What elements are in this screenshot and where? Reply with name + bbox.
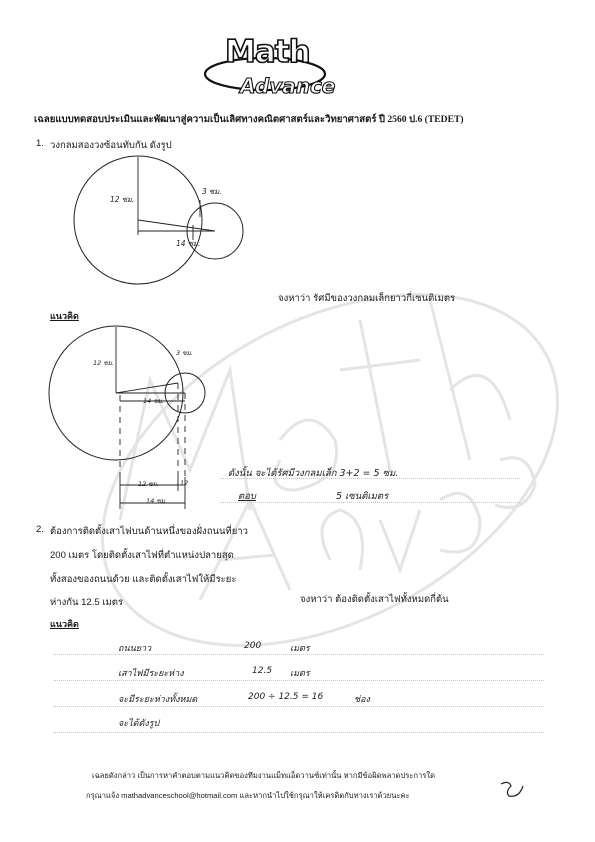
q2-number: 2. [36, 524, 44, 535]
footer-line-2: กรุณาแจ้ง mathadvanceschool@hotmail.com และหากนำไปใช้กรุณาให้เครดิตกับทางเราด้วยนะคะ [86, 791, 410, 800]
q2-prompt-line-4: ห่างกัน 12.5 เมตร [50, 597, 124, 608]
q2-question: จงหาว่า ต้องติดตั้งเสาไฟทั้งหมดกี่ต้น [300, 594, 449, 605]
q2-row-unit: ช่อง [354, 695, 370, 705]
q1-sol-bottom-12b: 12 [180, 479, 189, 487]
q2-dotline-4 [54, 732, 544, 733]
q1-sol-label-12: 12 ซม. [93, 359, 115, 367]
q1-sol-bottom-12: 12 ซม. [138, 480, 160, 488]
q2-row-label: จะมีระยะห่างทั้งหมด [118, 695, 198, 705]
footer-line-1: เฉลยดังกล่าว เป็นการหาคำตอบตามแนวคิดของทีมงานแม็ทแอ็ดวานซ์เท่านั้น หากมีข้อผิดพลาดประการใด [92, 771, 436, 780]
q2-dotline-3 [54, 706, 544, 707]
q2-row-label: จะได้ดังรูป [118, 719, 160, 729]
q2-row-unit: เมตร [290, 644, 310, 654]
q1-answer-label: ตอบ [238, 491, 256, 502]
q1-label-small-radius: 3 ซม. [202, 187, 222, 196]
q2-dotline-2 [54, 680, 544, 681]
q2-row-unit: เมตร [290, 669, 310, 679]
q1-sol-bottom-14: 14 ซม. [146, 497, 168, 505]
q1-sol-label-3: 3 ซม. [176, 349, 193, 357]
q2-prompt-line-1: ต้องการติดตั้งเสาไฟบนด้านหนึ่งของฝั่งถนนที่ยาว [50, 526, 248, 537]
q1-solution-heading: แนวคิด [50, 311, 79, 321]
q1-number: 1. [36, 138, 44, 149]
logo [200, 36, 335, 104]
q1-work-line: ดังนั้น จะได้รัศมีวงกลมเล็ก 3+2 = 5 ซม. [228, 468, 399, 479]
q1-prompt: วงกลมสองวงซ้อนทับกัน ดังรูป [50, 140, 172, 151]
q1-diagram [60, 155, 260, 295]
q2-row-label: เสาไฟมีระยะห่าง [118, 669, 184, 679]
q2-solution-heading: แนวคิด [50, 619, 79, 629]
logo-line1: Math [225, 34, 310, 70]
q2-row-value: 200 [244, 641, 262, 651]
q2-prompt-line-3: ทั้งสองของถนนด้วย และติดตั้งเสาไฟให้มีระยะ [50, 574, 237, 585]
q2-row-value: 200 ÷ 12.5 = 16 [248, 692, 324, 702]
q1-question: จงหาว่า รัศมีของวงกลมเล็กยาวกี่เซนติเมตร [278, 293, 456, 304]
q1-label-big-radius: 12 ซม. [110, 195, 135, 204]
logo-line2: Advance [240, 74, 336, 98]
q1-label-distance: 14 ซม. [176, 239, 201, 248]
q2-row-value: 12.5 [252, 666, 273, 676]
q2-row-label: ถนนยาว [118, 644, 152, 654]
q1-sol-label-14: 14 ซม. [143, 397, 165, 405]
q2-prompt-line-2: 200 เมตร โดยติดตั้งเสาไฟที่ตำแหน่งปลายสุด [50, 550, 234, 561]
q1-answer-value: 5 เซนติเมตร [336, 491, 389, 502]
page-title: เฉลยแบบทดสอบประเมินและพัฒนาสู่ความเป็นเลิศทางคณิตศาสตร์และวิทยาศาสตร์ ปี 2560 ป.6 (TEDET) [34, 114, 464, 125]
signature-mark-icon [498, 778, 526, 800]
